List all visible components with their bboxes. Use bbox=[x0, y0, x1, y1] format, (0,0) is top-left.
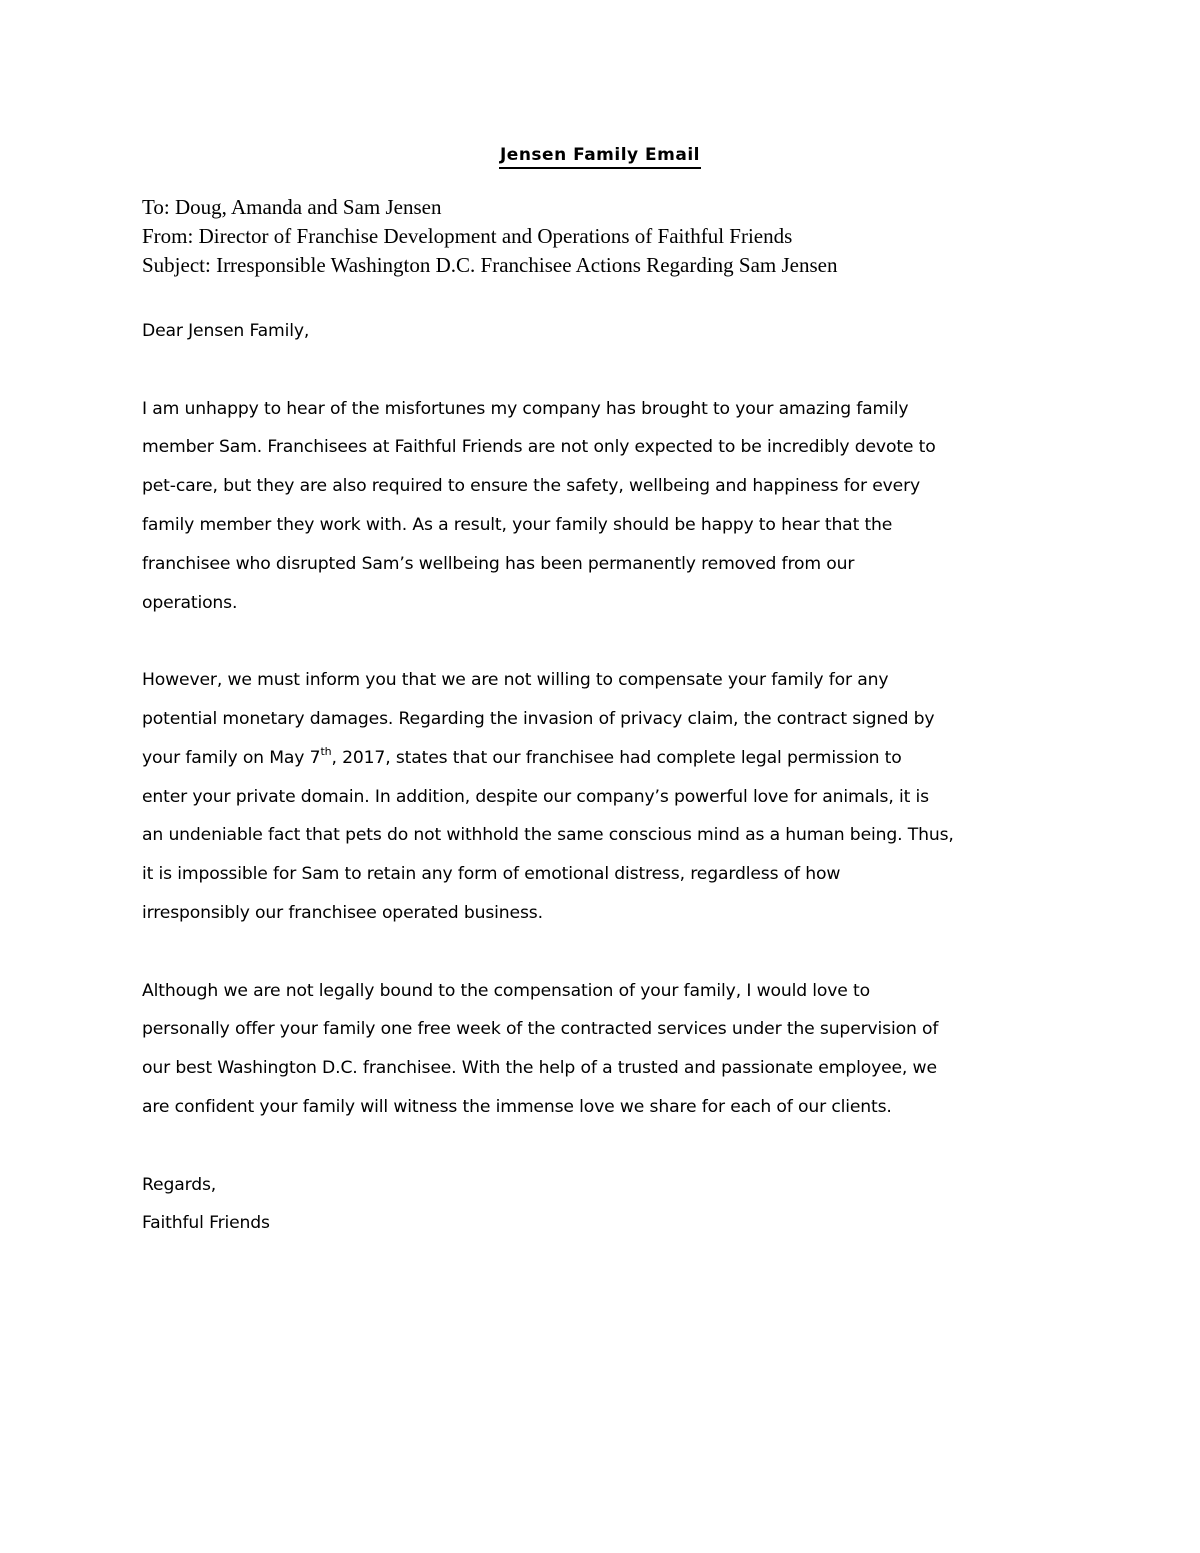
paragraph-line: I am unhappy to hear of the misfortunes my company has brought to your amazing family bbox=[142, 398, 909, 419]
paragraph-line: However, we must inform you that we are not willing to compensate your family for any bbox=[142, 670, 889, 691]
paragraph-line bbox=[142, 739, 1062, 778]
paragraph-line: family member they work with. As a result, your family should be happy to hear that the bbox=[142, 514, 893, 535]
paragraph-line: are confident your family will witness the immense love we share for each of our clients. bbox=[142, 1096, 892, 1117]
paragraph-3 bbox=[142, 972, 1062, 1127]
signature: Faithful Friends bbox=[142, 1213, 270, 1234]
paragraph-line: Although we are not legally bound to the compensation of your family, I would love to bbox=[142, 980, 870, 1001]
paragraph-spacer bbox=[142, 1127, 1062, 1166]
date-text: your family on May 7 bbox=[142, 747, 321, 768]
paragraph-line: operations. bbox=[142, 592, 238, 613]
greeting: Dear Jensen Family, bbox=[142, 321, 310, 341]
paragraph-line: personally offer your family one free week of the contracted services under the supervision of bbox=[142, 1019, 939, 1040]
paragraph-line: our best Washington D.C. franchisee. With the help of a trusted and passionate employee, we bbox=[142, 1058, 937, 1079]
document-title-text: Jensen Family Email bbox=[499, 144, 701, 169]
document-title bbox=[0, 143, 1200, 169]
paragraph-line: enter your private domain. In addition, despite our company’s powerful love for animals, it is bbox=[142, 786, 929, 807]
closing: Regards, bbox=[142, 1174, 217, 1195]
date-text-after: , 2017, states that our franchisee had complete legal permission to bbox=[331, 747, 902, 768]
email-to-line: To: Doug, Amanda and Sam Jensen bbox=[142, 195, 442, 219]
paragraph-line: irresponsibly our franchisee operated business. bbox=[142, 902, 543, 923]
paragraph-line: potential monetary damages. Regarding the invasion of privacy claim, the contract signed by bbox=[142, 708, 935, 729]
paragraph-line: member Sam. Franchisees at Faithful Friends are not only expected to be incredibly devote to bbox=[142, 437, 936, 458]
email-subject-line: Subject: Irresponsible Washington D.C. Franchisee Actions Regarding Sam Jensen bbox=[142, 253, 838, 277]
paragraph-line: franchisee who disrupted Sam’s wellbeing has been permanently removed from our bbox=[142, 553, 855, 574]
paragraph-spacer bbox=[142, 351, 1062, 390]
paragraph-spacer bbox=[142, 622, 1062, 661]
email-from-line: From: Director of Franchise Development and Operations of Faithful Friends bbox=[142, 224, 793, 248]
email-header bbox=[142, 193, 1062, 280]
paragraph-line: an undeniable fact that pets do not withhold the same conscious mind as a human being. Thus, bbox=[142, 825, 954, 846]
date-superscript: th bbox=[320, 744, 332, 758]
paragraph-line: it is impossible for Sam to retain any form of emotional distress, regardless of how bbox=[142, 864, 841, 885]
paragraph-2 bbox=[142, 661, 1062, 933]
paragraph-spacer bbox=[142, 933, 1062, 972]
paragraph-1 bbox=[142, 390, 1062, 623]
email-body bbox=[142, 312, 1062, 1243]
paragraph-line: pet-care, but they are also required to ensure the safety, wellbeing and happiness for every bbox=[142, 476, 921, 497]
